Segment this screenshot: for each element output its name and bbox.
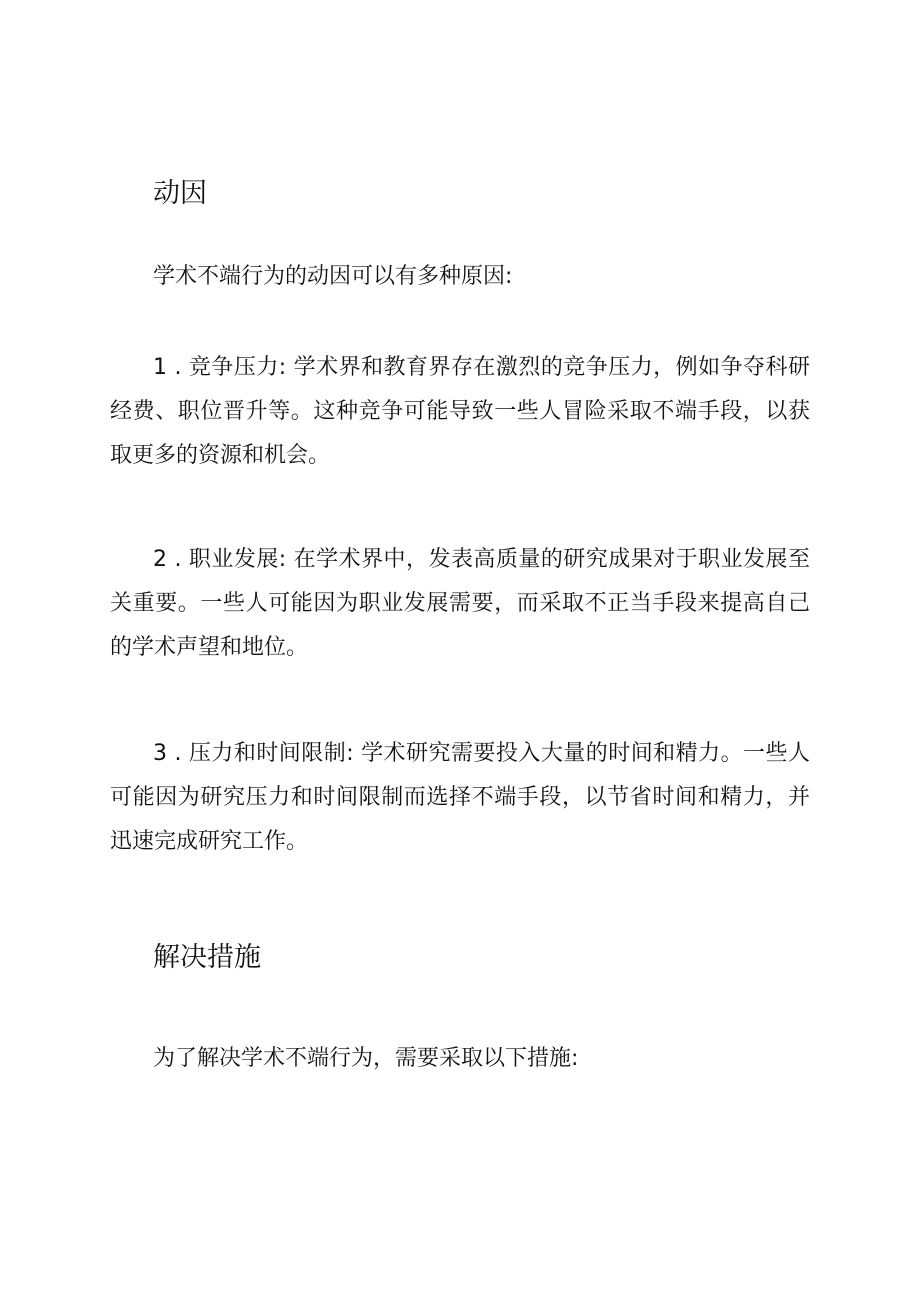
list-item-pressure-time-limit: 3 . 压力和时间限制: 学术研究需要投入大量的时间和精力。一些人可能因为研究压力和时间限制而选择不端手段，以节省时间和精力，并迅速完成研究工作。	[110, 741, 810, 854]
section-heading-motivation: 动因	[153, 178, 207, 209]
section-heading-solutions: 解决措施	[153, 942, 261, 973]
solutions-intro: 为了解决学术不端行为，需要采取以下措施:	[153, 1046, 579, 1071]
motivation-intro: 学术不端行为的动因可以有多种原因:	[153, 264, 513, 289]
list-item-competition-pressure: 1 . 竞争压力: 学术界和教育界存在激烈的竞争压力，例如争夺科研经费、职位晋升等。这种竞争可能导致一些人冒险采取不端手段，以获取更多的资源和机会。	[110, 355, 810, 468]
list-item-career-development: 2 . 职业发展: 在学术界中，发表高质量的研究成果对于职业发展至关重要。一些人可能因为职业发展需要，而采取不正当手段来提高自己的学术声望和地位。	[110, 547, 810, 660]
